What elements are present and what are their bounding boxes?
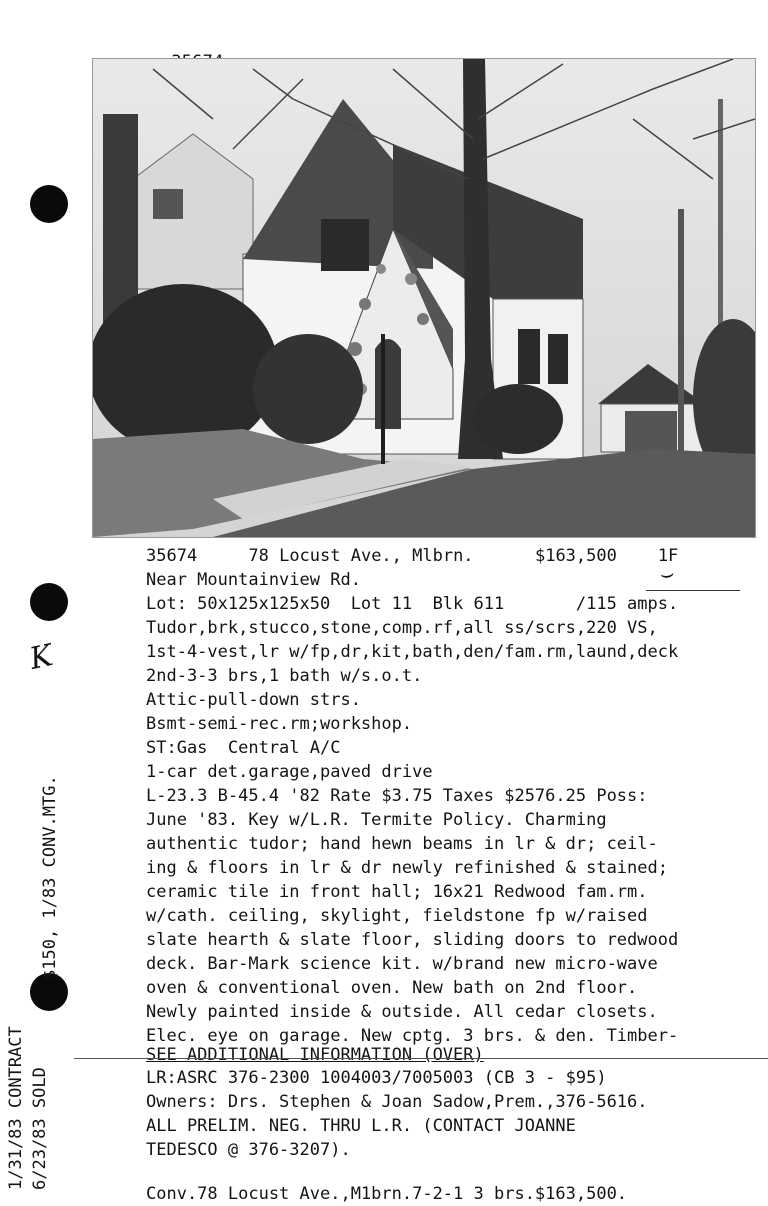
margin-note-sold: 6/23/83 SOLD [30,1067,50,1190]
listing-line: deck. Bar-Mark science kit. w/brand new micro-wave [146,954,658,974]
listing-line: Elec. eye on garage. New cptg. 3 brs. & den. Timber- [146,1026,679,1046]
listing-line: ST:Gas Central A/C [146,738,341,758]
listing-header-address: 78 Locust Ave., Mlbrn. [248,546,474,566]
listing-line: ing & floors in lr & dr newly refinished & stained; [146,858,668,878]
listing-line: Bsmt-semi-rec.rm;workshop. [146,714,413,734]
footer-line: ALL PRELIM. NEG. THRU L.R. (CONTACT JOANNE [146,1116,576,1136]
section-divider [74,1058,768,1059]
footer-line: TEDESCO @ 376-3207). [146,1140,351,1160]
listing-header-id: 35674 [146,546,198,566]
listing-line: Newly painted inside & outside. All cedar closets. [146,1002,658,1022]
listing-header-line [146,544,678,568]
amps-underline [646,590,740,591]
see-additional-info: SEE ADDITIONAL INFORMATION (OVER) [146,1045,484,1065]
margin-note-contract: 1/31/83 CONTRACT [6,1026,26,1190]
margin-note-mortgage: $150, 1/83 CONV.MTG. [40,775,60,980]
handwritten-k-mark: K [26,638,56,677]
listing-line: L-23.3 B-45.4 '82 Rate $3.75 Taxes $2576.25 Poss: [146,786,648,806]
listing-line: ceramic tile in front hall; 16x21 Redwood fam.rm. [146,882,648,902]
listing-line: 1st-4-vest,lr w/fp,dr,kit,bath,den/fam.rm,laund,deck [146,642,679,662]
listing-header-price: $163,500 [534,546,617,566]
bottom-summary-line: Conv.78 Locust Ave.,M1brn.7-2-1 3 brs.$163,500. [146,1184,628,1204]
listing-line: w/cath. ceiling, skylight, fieldstone fp w/raised [146,906,648,926]
listing-line: June '83. Key w/L.R. Termite Policy. Charming [146,810,607,830]
listing-line: Near Mountainview Rd. [146,570,361,590]
punch-hole-top [30,185,68,223]
house-photo [92,58,756,538]
listing-line: Tudor,brk,stucco,stone,comp.rf,all ss/scrs,220 VS, [146,618,658,638]
listing-line: Attic-pull-down strs. [146,690,361,710]
listing-line: slate hearth & slate floor, sliding doors to redwood [146,930,679,950]
punch-hole-middle [30,583,68,621]
listing-line: 1-car det.garage,paved drive [146,762,433,782]
listing-line: Lot: 50x125x125x50 Lot 11 Blk 611 /115 amps. [146,594,679,614]
listing-line: 2nd-3-3 brs,1 bath w/s.o.t. [146,666,423,686]
footer-line: Owners: Drs. Stephen & Joan Sadow,Prem.,376-5616. [146,1092,648,1112]
footer-line: LR:ASRC 376-2300 1004003/7005003 (CB 3 - $95) [146,1068,607,1088]
listing-line: authentic tudor; hand hewn beams in lr & dr; ceil- [146,834,658,854]
handwritten-check-mark: ⌣ [658,561,677,588]
listing-header-type: 1F [657,546,679,566]
listing-line: oven & conventional oven. New bath on 2nd floor. [146,978,638,998]
